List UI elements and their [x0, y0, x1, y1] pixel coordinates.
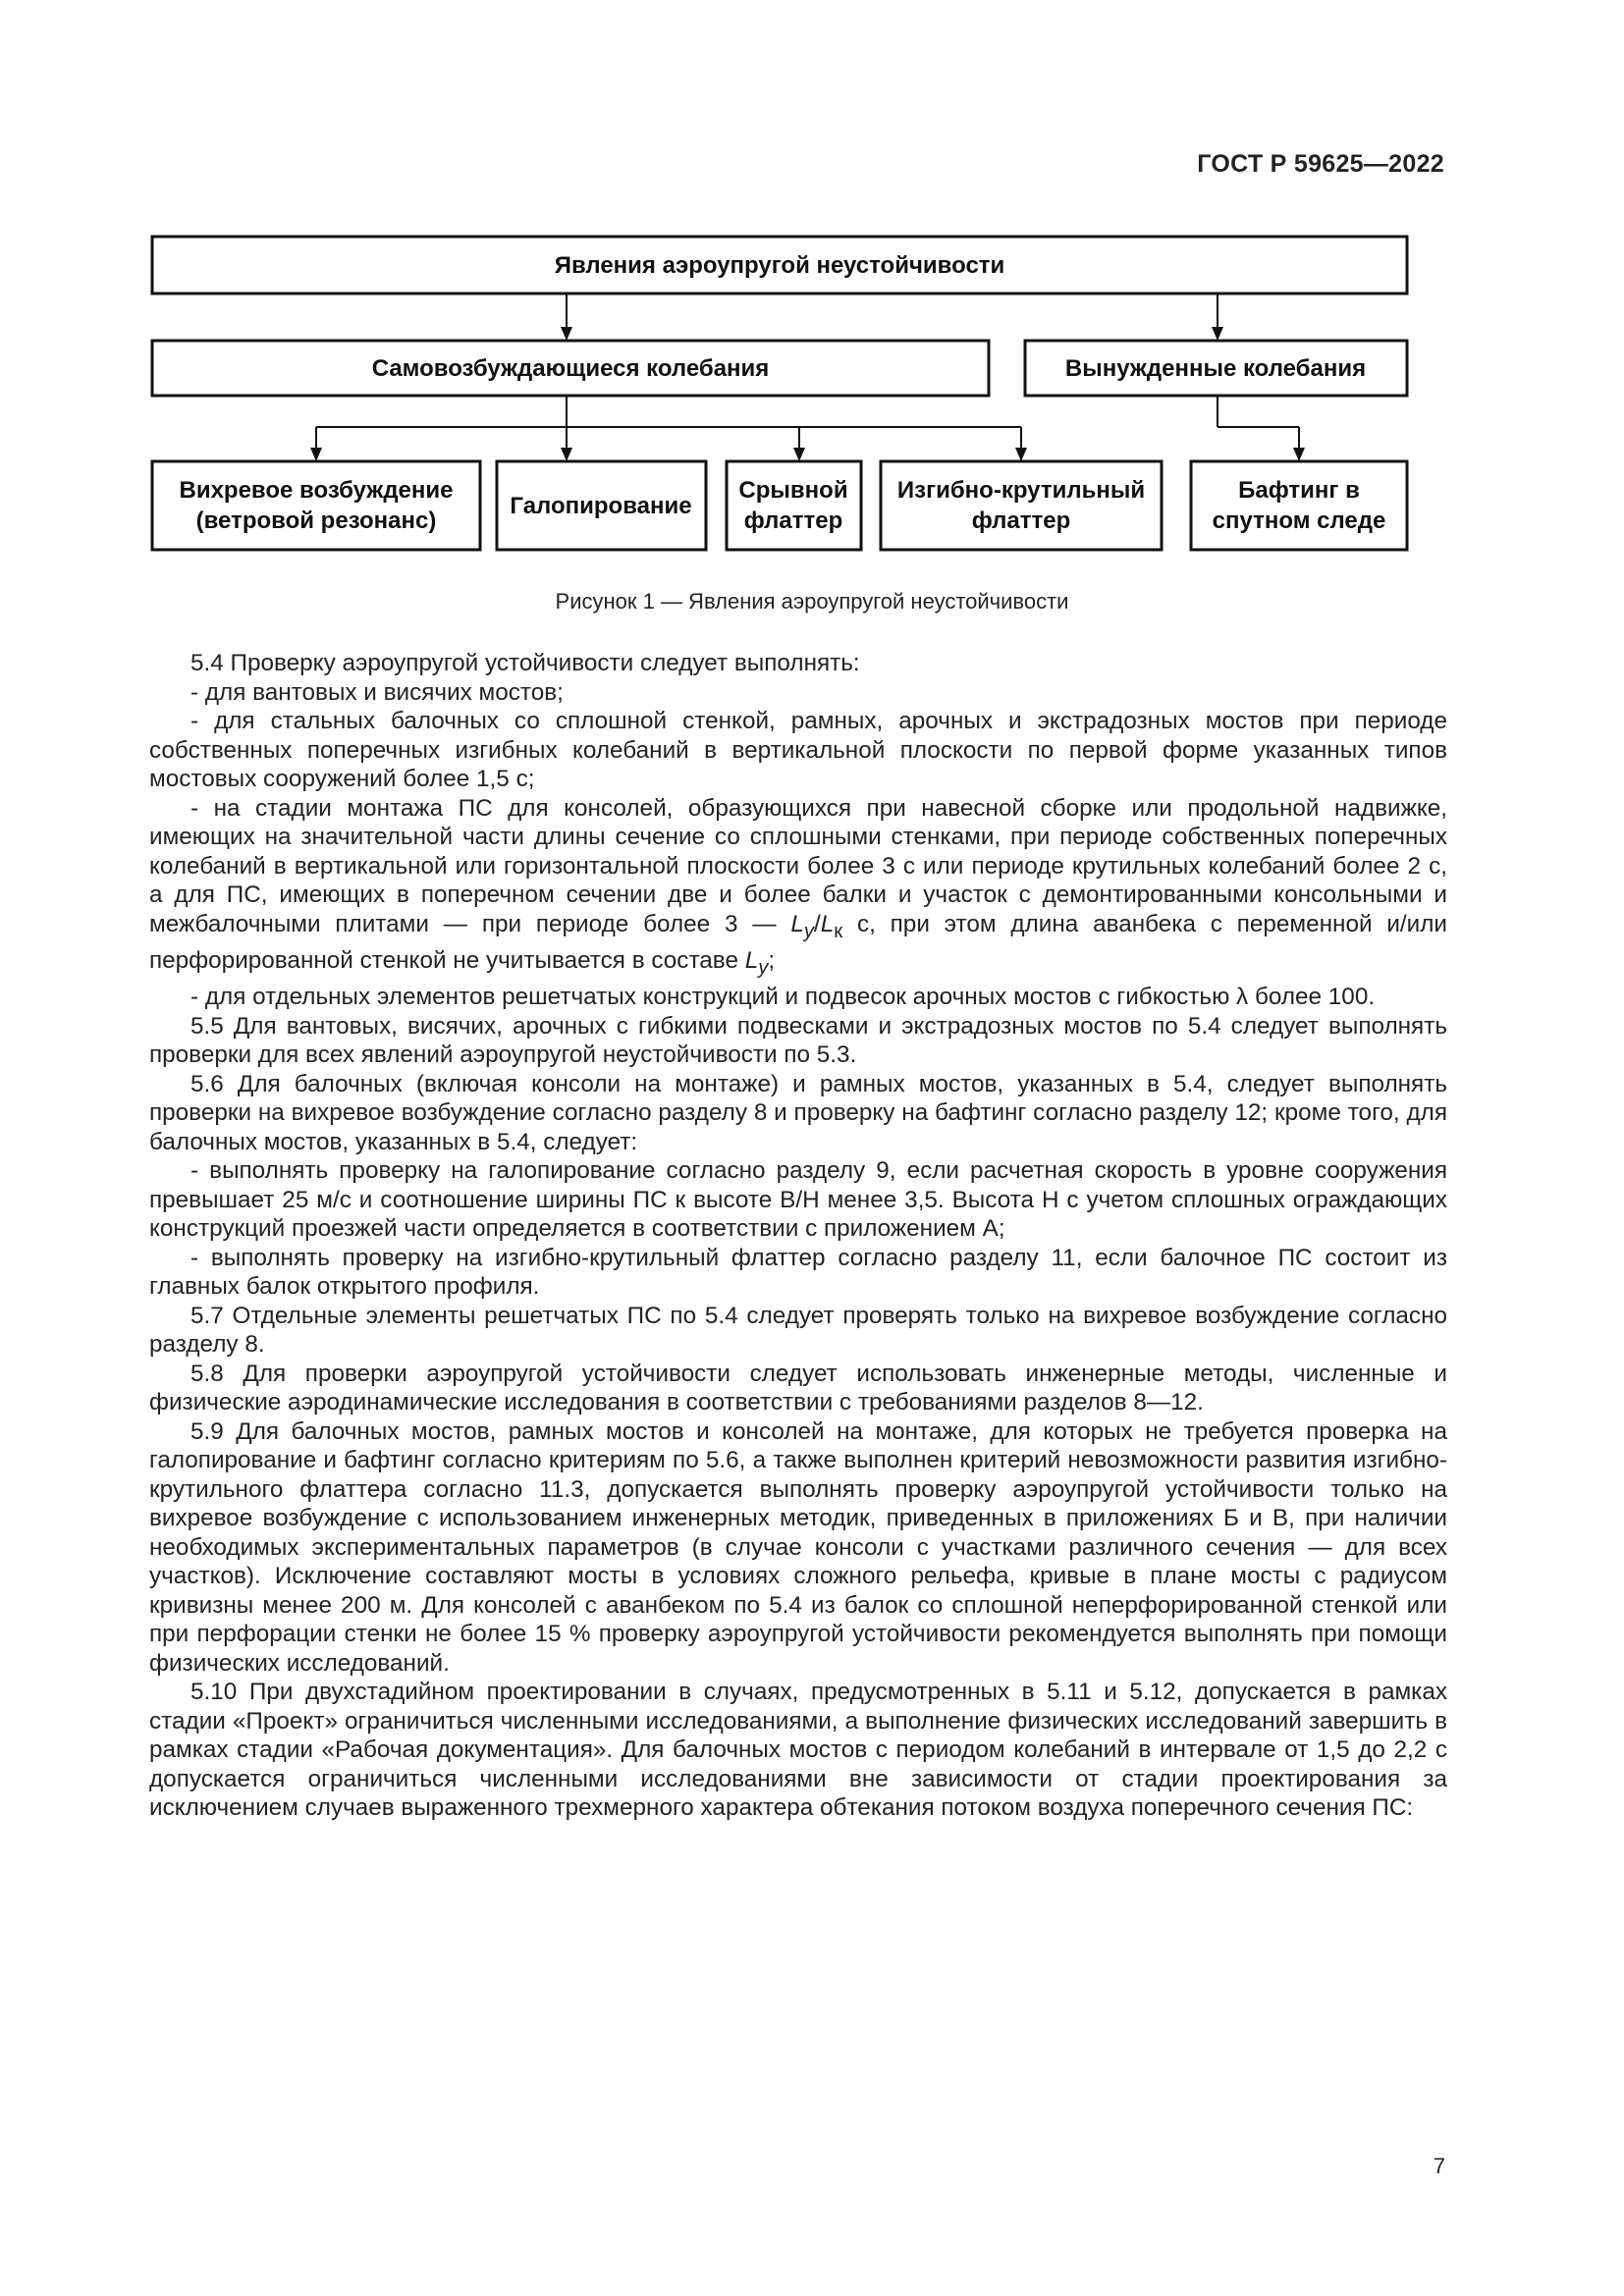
diagram-root-label: Явления аэроупругой неустойчивости — [554, 252, 1005, 279]
diagram-root-node — [152, 237, 1407, 294]
paragraph: 5.8 Для проверки аэроупругой устойчивости следует использовать инженерные методы, численные и физические аэродинамические исследования в соответствии с требованиями разделов 8—12. — [149, 1360, 1447, 1416]
diagram-leaf-label: Галопирование — [510, 493, 692, 519]
figure-caption: Рисунок 1 — Явления аэроупругой неустойчивости — [555, 589, 1069, 614]
diagram-leaf-stall-flutter — [727, 461, 861, 550]
diagram-leaf-label: (ветровой резонанс) — [195, 507, 437, 534]
diagram-branch-self-excited — [152, 341, 989, 396]
aeroelastic-phenomena-diagram — [0, 0, 1624, 569]
paragraph: 5.10 При двухстадийном проектировании в случаях, предусмотренных в 5.11 и 5.12, допускается в рамках стадии «Проект» ограничиться численными исследованиями, а выполнение физических исследований завершить в рамках стадии «Рабочая документация». Для балочных мостов с периодом колебаний в интервале от 1,5 до 2,2 с допускается ограничиться численными исследованиями вне зависимости от стадии проектирования за исключением случаев выраженного трехмерного характера обтекания потоком воздуха поперечного сечения ПС: — [149, 1679, 1447, 1822]
standard-header: ГОСТ Р 59625—2022 — [1197, 150, 1444, 178]
page-number: 7 — [1433, 2154, 1445, 2178]
paragraph: - для отдельных элементов решетчатых конструкций и подвесок арочных мостов с гибкостью λ более 100. — [190, 984, 1376, 1011]
diagram-leaf-vortex-excitation — [152, 461, 480, 550]
paragraph: 5.6 Для балочных (включая консоли на монтаже) и рамных мостов, указанных в 5.4, следует выполнять проверки на вихревое возбуждение согласно разделу 8 и проверку на бафтинг согласно разделу 12; кроме того, для балочных мостов, указанных в 5.4, следует: — [149, 1070, 1447, 1155]
diagram-branch-label: Вынужденные колебания — [1064, 355, 1367, 382]
diagram-leaf-label: Изгибно-крутильный — [896, 477, 1146, 504]
paragraph: - выполнять проверку на галопирование согласно разделу 9, если расчетная скорость в уровне сооружения превышает 25 м/с и соотношение ширины ПС к высоте B/H менее 3,5. Высота H с учетом сплошных ограждающих конструкций проезжей части определяется в соответствии с приложением А; — [149, 1157, 1447, 1243]
paragraph: - на стадии монтажа ПС для консолей, образующихся при навесной сборке или продольной надвижке, имеющих на значительной части длины сечение со сплошными стенками, при периоде собственных поперечных колебаний в вертикальной или горизонтальной плоскости более 3 с или периоде крутильных колебаний более 2 с, а для ПС, имеющих в поперечном сечении две и более балки и участок с демонтированными консольными и межбалочными плитами — при периоде более 3 — $L_y/L_к$ с, при этом длина аванбека с переменной и/или перфорированной стенкой не учитывается в составе $L_y$; — [149, 794, 1447, 979]
diagram-leaf-label: Срывной — [738, 477, 848, 504]
diagram-branch-label: Самовозбуждающиеся колебания — [371, 355, 770, 382]
diagram-leaf-label: Бафтинг в — [1238, 477, 1360, 504]
paragraph: - для стальных балочных со сплошной стенкой, рамных, арочных и экстрадозных мостов при периоде собственных поперечных изгибных колебаний в вертикальной плоскости по первой форме указанных типов мостовых сооружений более 1,5 с; — [149, 708, 1447, 792]
diagram-leaf-label: флаттер — [971, 507, 1071, 534]
diagram-branch-forced — [1025, 341, 1407, 396]
paragraph: 5.4 Проверку аэроупругой устойчивости следует выполнять: — [190, 650, 860, 676]
diagram-leaf-flexural-torsional-flutter — [881, 461, 1162, 550]
paragraph: 5.5 Для вантовых, висячих, арочных с гибкими подвесками и экстрадозных мостов по 5.4 следует выполнять проверки для всех явлений аэроупругой неустойчивости по 5.3. — [149, 1012, 1447, 1069]
diagram-leaf-label: Вихревое возбуждение — [179, 477, 454, 504]
paragraph: - для вантовых и висячих мостов; — [190, 678, 564, 706]
diagram-leaf-label: флаттер — [743, 507, 843, 534]
diagram-leaf-wake-buffeting — [1191, 461, 1407, 550]
paragraph: - выполнять проверку на изгибно-крутильный флаттер согласно разделу 11, если балочное ПС состоит из главных балок открытого профиля. — [149, 1244, 1447, 1301]
body-text — [149, 649, 1447, 1823]
paragraph: 5.9 Для балочных мостов, рамных мостов и консолей на монтаже, для которых не требуется проверка на галопирование и бафтинг согласно критериям по 5.6, а также выполнен критерий невозможности развития изгибно-крутильного флаттера согласно 11.3, допускается выполнять проверку аэроупругой устойчивости только на вихревое возбуждение с использованием инженерных методик, приведенных в приложениях Б и В, при наличии необходимых экспериментальных параметров (в случае консоли с участками различного сечения — для всех участков). Исключение составляют мосты в условиях сложного рельефа, кривые в плане мосты с радиусом кривизны менее 200 м. Для консолей с аванбеком по 5.4 из балок со сплошной неперфорированной стенкой или при перфорации стенки не более 15 % проверку аэроупругой устойчивости рекомендуется выполнять при помощи физических исследований. — [149, 1417, 1447, 1677]
diagram-leaf-galloping — [497, 461, 706, 550]
paragraph: 5.7 Отдельные элементы решетчатых ПС по 5.4 следует проверять только на вихревое возбуждение согласно разделу 8. — [149, 1302, 1447, 1359]
diagram-leaf-label: спутном следе — [1212, 507, 1386, 534]
